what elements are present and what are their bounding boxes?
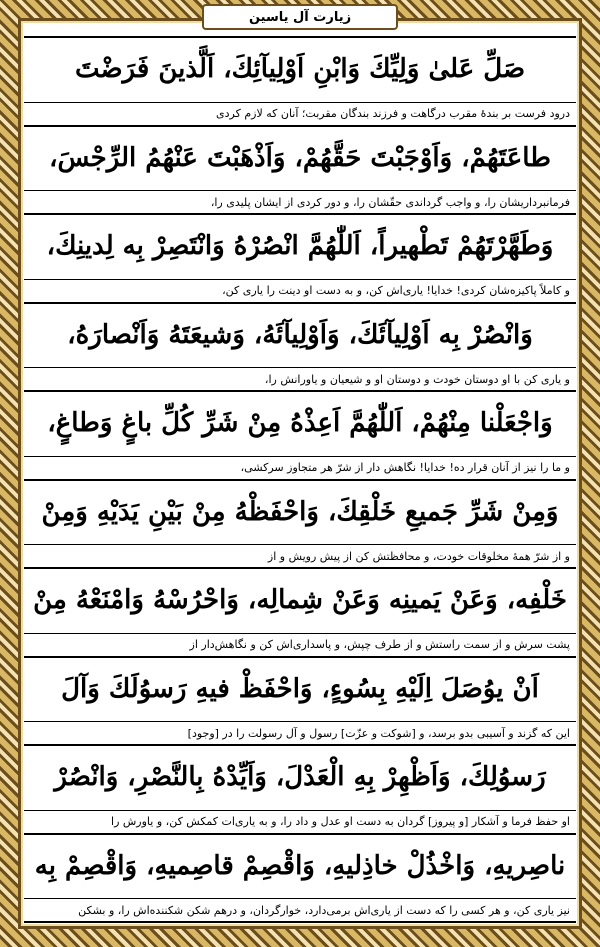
persian-translation: نیز یاری کن، و هر کسی را که دست از یاری‌اش برمی‌دارد، خوارگردان، و درهم شکن شکننده‌اش را، و بشکن [78, 903, 570, 917]
verse-block [24, 36, 576, 127]
persian-translation: و از شرّ همهٔ مخلوقات خودت، و محافظتش کن از پیش رویش و از [267, 549, 570, 563]
persian-translation: پشت سرش و از سمت راستش و از طرف چپش، و پاسداری‌اش کن و نگاهش‌دار از [189, 638, 570, 651]
verse-block [24, 658, 576, 747]
verse-block [24, 835, 576, 924]
persian-translation: درود فرست بر بندهٔ مقرب درگاهت و فرزند بندگان مقربت؛ آنان که لازم کردی [216, 107, 570, 120]
arabic-line: وَاجْعَلْنا مِنْهُمْ، اَللّٰهُمَّ اَعِذْهُ مِنْ شَرِّ كُلِّ باغٍ وَطاغٍ، [24, 392, 576, 457]
verse-block [24, 569, 576, 658]
arabic-line: ناصِريهِ، وَاخْذُلْ خاذِليهِ، وَاقْصِمْ قاصِميهِ، وَاقْصِمْ بِه [24, 835, 576, 900]
verse-block [24, 127, 576, 216]
arabic-line: خَلْفِه، وَعَنْ يَمينِه وَعَنْ شِمالِه، وَاحْرُسْهُ وَامْنَعْهُ مِنْ [24, 569, 576, 634]
verse-block [24, 481, 576, 570]
persian-translation: و کاملاً پاکیزه‌شان کردی! خدایا! یاری‌اش کن، و به دست او دینت را یاری کن، [222, 284, 570, 297]
arabic-line: اَنْ يوُصَلَ اِلَيْهِ بِسُوءٍ، وَاحْفَظْ فيهِ رَسوُلَكَ وَآلَ [24, 658, 576, 723]
arabic-line: طاعَتَهُمْ، وَاَوْجَبْتَ حَقَّهُمْ، وَاَذْهَبْتَ عَنْهُمُ الرِّجْسَ، [24, 127, 576, 192]
verse-block [24, 304, 576, 393]
persian-translation: فرمانبرداریشان را، و واجب گرداندی حقّشان را، و دور کردی از ایشان پلیدی را، [210, 195, 570, 209]
verse-block [24, 215, 576, 304]
content-area [24, 24, 576, 923]
persian-translation: او حفظ فرما و آشکار [و پیروز] گردان به دست او عدل و داد را، و به یاری‌ات کمکش کن، و یاورش را [111, 815, 570, 828]
persian-translation: این که گزند و آسیبی بدو برسد، و [شوکت و عزّت] رسول و آل رسولت را در [وجود] [187, 726, 570, 740]
persian-translation: و ما را نیز از آنان قرار ده! خدایا! نگاهش دار از شرّ هر متجاوز سرکشی، [240, 461, 570, 474]
persian-translation: و یاری کن با او دوستان خودت و دوستان او و شیعیان و یاورانش را، [264, 372, 570, 386]
verse-block [24, 746, 576, 835]
page-title: زیارت آل یاسین [202, 4, 398, 30]
verse-block [24, 392, 576, 481]
arabic-line: صَلِّ عَلىٰ وَلِيِّكَ وَابْنِ اَوْلِيآئِكَ، اَلَّذينَ فَرَضْتَ [24, 38, 576, 103]
arabic-line: وَانْصُرْ بِه اَوْلِيآئَكَ، وَاَوْلِيآئَهُ، وَشيعَتَهُ وَاَنْصارَهُ، [24, 304, 576, 369]
arabic-line: وَمِنْ شَرِّ جَميعِ خَلْقِكَ، وَاحْفَظْهُ مِنْ بَيْنِ يَدَيْهِ وَمِنْ [24, 481, 576, 546]
arabic-line: رَسوُلِكَ، وَاَظْهِرْ بِهِ الْعَدْلَ، وَاَيِّدْهُ بِالنَّصْرِ، وَانْصُرْ [24, 746, 576, 811]
text-rows [24, 36, 576, 923]
arabic-line: وَطَهَّرْتَهُمْ تَطْهيراً، اَللّٰهُمَّ انْصُرْهُ وَانْتَصِرْ بِه لِدينِكَ، [24, 215, 576, 280]
